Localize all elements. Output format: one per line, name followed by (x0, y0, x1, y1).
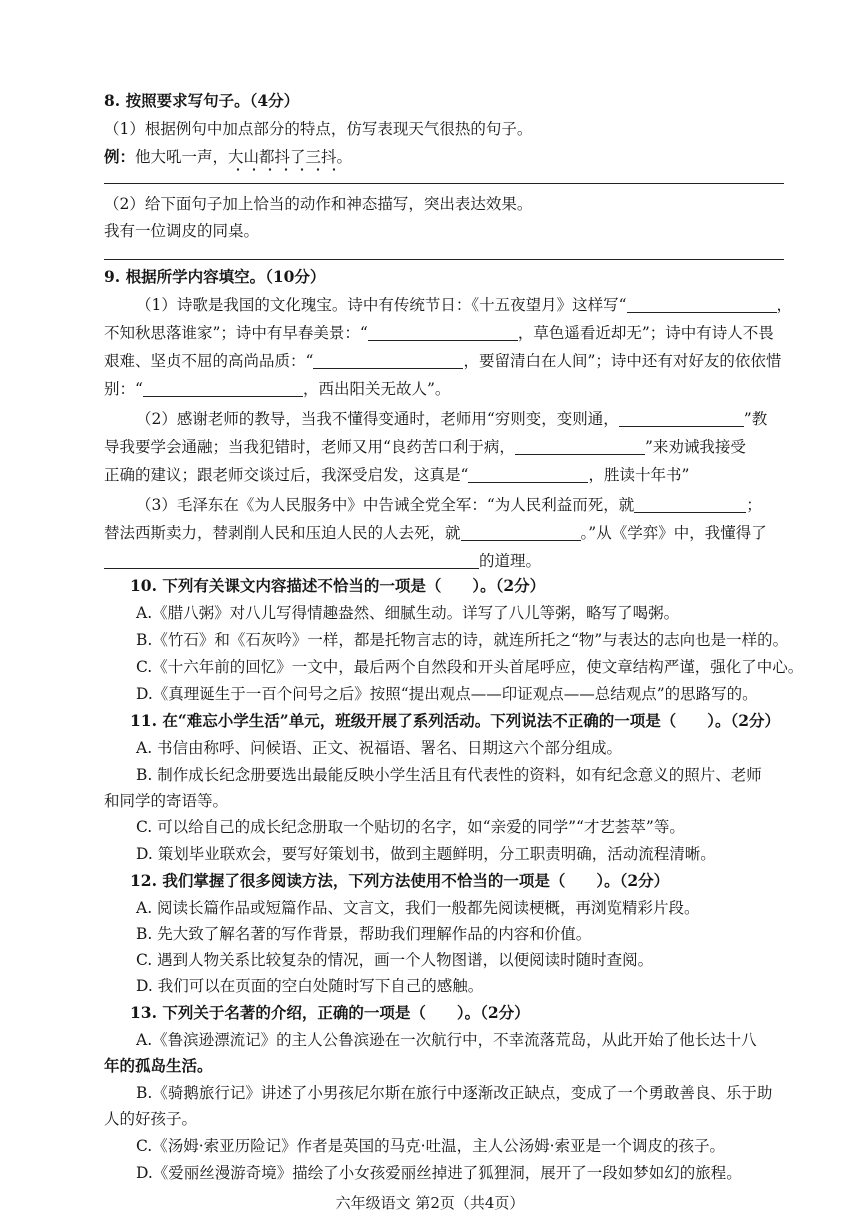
q10-option-b[interactable]: B.《竹石》和《石灰吟》一样，都是托物言志的诗，就连所托之“物”与表达的志向也是一样的。 (136, 631, 789, 649)
answer-line[interactable] (104, 183, 784, 184)
q8-title: 8. 按照要求写句子。（4分） (104, 91, 300, 110)
q9-line6: 导我要学会通融；当我犯错时，老师又用“良药苦口利于病， ”来劝诫我接受 (104, 438, 746, 456)
q12-option-a[interactable]: A. 阅读长篇作品或短篇作品、文言文，我们一般都先阅读梗概，再浏览精彩片段。 (136, 899, 700, 917)
fill-blank[interactable] (634, 496, 746, 513)
fill-blank[interactable] (368, 324, 518, 341)
q8-part2: （2）给下面句子加上恰当的动作和神态描写，突出表达效果。 (104, 195, 533, 213)
q11-option-b[interactable]: B. 制作成长纪念册要选出最能反映小学生活且有代表性的资料，如有纪念意义的照片、老师 (136, 766, 762, 784)
q12-option-b[interactable]: B. 先大致了解名著的写作背景，帮助我们理解作品的内容和价值。 (136, 925, 592, 943)
example-dotted: 大山都抖了三抖 (228, 148, 337, 166)
q11-option-c[interactable]: C. 可以给自己的成长纪念册取一个贴切的名字，如“亲爱的同学”“才艺荟萃”等。 (136, 818, 685, 836)
q8-part2-sentence: 我有一位调皮的同桌。 (104, 222, 260, 240)
example-pre: 他大吼一声， (135, 148, 229, 166)
fill-blank[interactable] (461, 524, 581, 541)
example-label: 例： (104, 147, 136, 166)
q13-option-b-cont: 人的好孩子。 (104, 1110, 198, 1128)
q9-line5: （2）感谢老师的教导，当我不懂得变通时，老师用“穷则变，变则通， ”教 (136, 410, 768, 428)
q9-line9: 替法西斯卖力，替剥削人民和压迫人民的人去死，就 。”从《学弈》中，我懂得了 (104, 524, 767, 542)
q9-line8: （3）毛泽东在《为人民服务中》中告诫全党全军：“为人民利益而死，就 ； (136, 496, 762, 514)
q12-title: 12. 我们掌握了很多阅读方法，下列方法使用不恰当的一项是（ ）。（2分） (130, 871, 670, 890)
example-post: 。 (336, 148, 353, 166)
q8-part1: （1）根据例句中加点部分的特点，仿写表现天气很热的句子。 (104, 120, 533, 138)
q11-option-d[interactable]: D. 策划毕业联欢会，要写好策划书，做到主题鲜明，分工职责明确，活动流程清晰。 (136, 845, 716, 863)
q10-option-a[interactable]: A.《腊八粥》对八儿写得情趣盎然、细腻生动。详写了八儿等粥，略写了喝粥。 (136, 604, 680, 622)
q9-title: 9. 根据所学内容填空。（10分） (104, 267, 326, 286)
q11-title: 11. 在“难忘小学生活”单元，班级开展了系列活动。下列说法不正确的一项是（ ）。（2分） (130, 711, 780, 730)
q9-line1: （1）诗歌是我国的文化瑰宝。诗中有传统节日：《十五夜望月》这样写“ ， (136, 296, 793, 314)
q10-option-c[interactable]: C.《十六年前的回忆》一文中，最后两个自然段和开头首尾呼应，使文章结构严谨，强化了中心。 (136, 658, 804, 676)
q11-option-b-cont: 和同学的寄语等。 (104, 792, 229, 810)
q9-line2: 不知秋思落谁家”；诗中有早春美景：“ ，草色遥看近却无”；诗中有诗人不畏 (104, 324, 774, 342)
q11-option-a[interactable]: A. 书信由称呼、问候语、正文、祝福语、署名、日期这六个部分组成。 (136, 739, 623, 757)
q13-option-a-cont: 年的孤岛生活。 (104, 1056, 213, 1075)
q9-line3: 艰难、坚贞不屈的高尚品质：“ ，要留清白在人间”；诗中还有对好友的依依惜 (104, 352, 782, 370)
fill-blank[interactable] (619, 410, 744, 427)
fill-blank[interactable] (468, 466, 588, 483)
answer-line[interactable] (104, 259, 784, 260)
fill-blank[interactable] (515, 438, 645, 455)
q9-line7: 正确的建议；跟老师交谈过后，我深受启发，这真是“ ，胜读十年书” (104, 466, 690, 484)
fill-blank[interactable] (627, 296, 777, 313)
q13-option-c[interactable]: C.《汤姆·索亚历险记》作者是英国的马克·吐温，主人公汤姆·索亚是一个调皮的孩子。 (136, 1137, 726, 1155)
q10-option-d[interactable]: D.《真理诞生于一百个问号之后》按照“提出观点——印证观点——总结观点”的思路写的。 (136, 685, 758, 703)
q12-option-d[interactable]: D. 我们可以在页面的空白处随时写下自己的感触。 (136, 977, 484, 995)
fill-blank[interactable] (143, 380, 303, 397)
q8-example (104, 146, 352, 168)
q9-line10: 的道理。 (104, 550, 541, 572)
fill-blank[interactable] (313, 352, 463, 369)
q12-option-c[interactable]: C. 遇到人物关系比较复杂的情况，画一个人物图谱，以便阅读时随时查阅。 (136, 951, 654, 969)
q13-option-a[interactable]: A.《鲁滨逊漂流记》的主人公鲁滨逊在一次航行中，不幸流落荒岛，从此开始了他长达十八 (136, 1031, 757, 1049)
q13-title: 13. 下列关于名著的介绍，正确的一项是（ ）。（2分） (130, 1003, 530, 1022)
page-footer: 六年级语文 第2页（共4页） (335, 1194, 525, 1212)
q13-option-b[interactable]: B.《骑鹅旅行记》讲述了小男孩尼尔斯在旅行中逐渐改正缺点，变成了一个勇敢善良、乐于助 (136, 1084, 773, 1102)
q9-line4: 别：“ ，西出阳关无故人”。 (104, 380, 451, 398)
q13-option-d[interactable]: D.《爱丽丝漫游奇境》描绘了小女孩爱丽丝掉进了狐狸洞，展开了一段如梦如幻的旅程。 (136, 1164, 742, 1182)
q10-title: 10. 下列有关课文内容描述不恰当的一项是（ ）。（2分） (130, 576, 546, 595)
fill-blank[interactable] (104, 552, 479, 569)
